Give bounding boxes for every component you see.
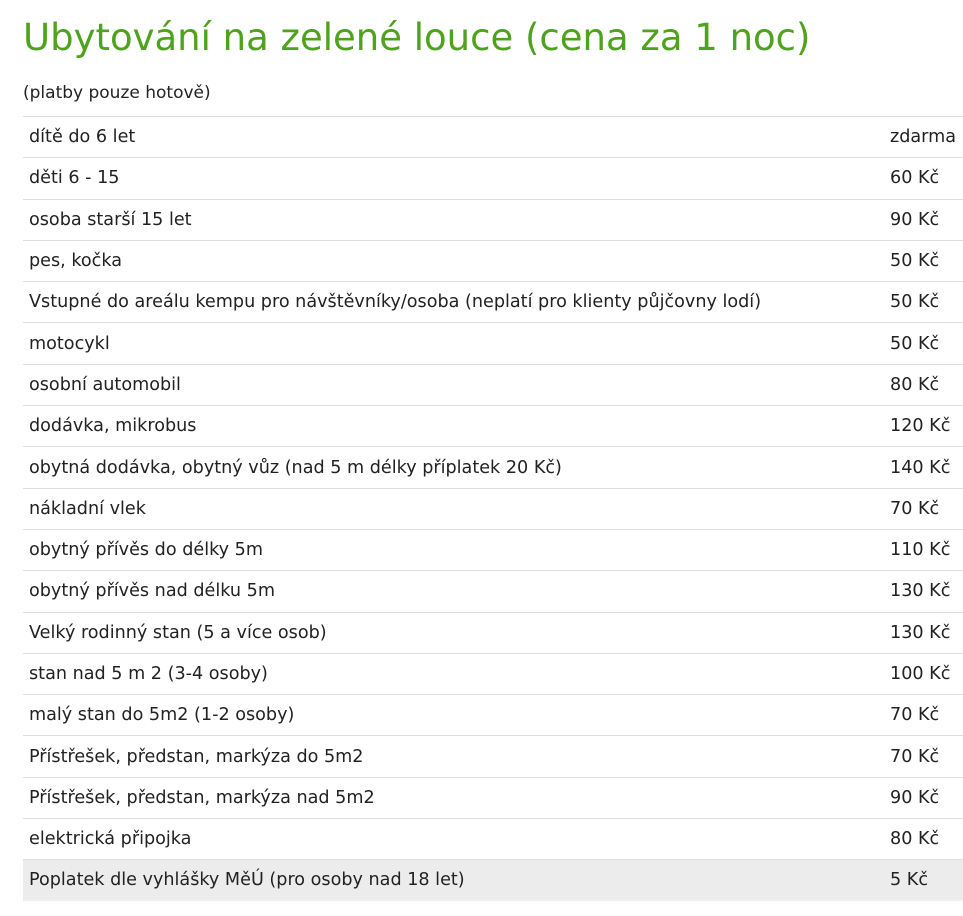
row-label: malý stan do 5m2 (1-2 osoby) <box>23 695 884 736</box>
row-label: Vstupné do areálu kempu pro návštěvníky/osoba (neplatí pro klienty půjčovny lodí) <box>23 282 884 323</box>
row-price: 70 Kč <box>884 695 963 736</box>
row-price: zdarma <box>884 117 963 158</box>
table-row <box>23 282 963 323</box>
table-row <box>23 819 963 860</box>
row-label: elektrická připojka <box>23 819 884 860</box>
row-price: 50 Kč <box>884 323 963 364</box>
table-row <box>23 406 963 447</box>
table-row <box>23 695 963 736</box>
table-row <box>23 447 963 488</box>
row-price: 60 Kč <box>884 158 963 199</box>
table-row-highlighted <box>23 860 963 901</box>
row-price: 120 Kč <box>884 406 963 447</box>
table-row <box>23 199 963 240</box>
table-row <box>23 529 963 570</box>
row-price: 70 Kč <box>884 736 963 777</box>
row-price: 80 Kč <box>884 819 963 860</box>
row-label: pes, kočka <box>23 240 884 281</box>
table-row <box>23 158 963 199</box>
row-label: stan nad 5 m 2 (3-4 osoby) <box>23 653 884 694</box>
price-table <box>23 116 963 901</box>
page-title: Ubytování na zelené louce (cena za 1 noc) <box>23 16 811 59</box>
row-label: motocykl <box>23 323 884 364</box>
row-label: obytná dodávka, obytný vůz (nad 5 m délky příplatek 20 Kč) <box>23 447 884 488</box>
row-price: 130 Kč <box>884 612 963 653</box>
row-label: Poplatek dle vyhlášky MěÚ (pro osoby nad 18 let) <box>23 860 884 901</box>
row-price: 80 Kč <box>884 364 963 405</box>
row-price: 100 Kč <box>884 653 963 694</box>
table-row <box>23 612 963 653</box>
row-price: 70 Kč <box>884 488 963 529</box>
row-label: osoba starší 15 let <box>23 199 884 240</box>
row-label: dítě do 6 let <box>23 117 884 158</box>
table-row <box>23 571 963 612</box>
row-price: 140 Kč <box>884 447 963 488</box>
table-row <box>23 736 963 777</box>
row-price: 50 Kč <box>884 282 963 323</box>
row-label: obytný přívěs do délky 5m <box>23 529 884 570</box>
row-price: 110 Kč <box>884 529 963 570</box>
table-row <box>23 777 963 818</box>
row-label: Přístřešek, předstan, markýza do 5m2 <box>23 736 884 777</box>
row-price: 90 Kč <box>884 777 963 818</box>
row-label: Přístřešek, předstan, markýza nad 5m2 <box>23 777 884 818</box>
row-label: děti 6 - 15 <box>23 158 884 199</box>
row-price: 130 Kč <box>884 571 963 612</box>
payment-note: (platby pouze hotově) <box>23 83 211 103</box>
row-label: Velký rodinný stan (5 a více osob) <box>23 612 884 653</box>
table-row <box>23 488 963 529</box>
table-row <box>23 364 963 405</box>
row-price: 5 Kč <box>884 860 963 901</box>
table-row <box>23 653 963 694</box>
row-label: dodávka, mikrobus <box>23 406 884 447</box>
row-label: nákladní vlek <box>23 488 884 529</box>
table-row <box>23 240 963 281</box>
row-label: obytný přívěs nad délku 5m <box>23 571 884 612</box>
row-price: 90 Kč <box>884 199 963 240</box>
table-row <box>23 117 963 158</box>
row-label: osobní automobil <box>23 364 884 405</box>
row-price: 50 Kč <box>884 240 963 281</box>
table-row <box>23 323 963 364</box>
